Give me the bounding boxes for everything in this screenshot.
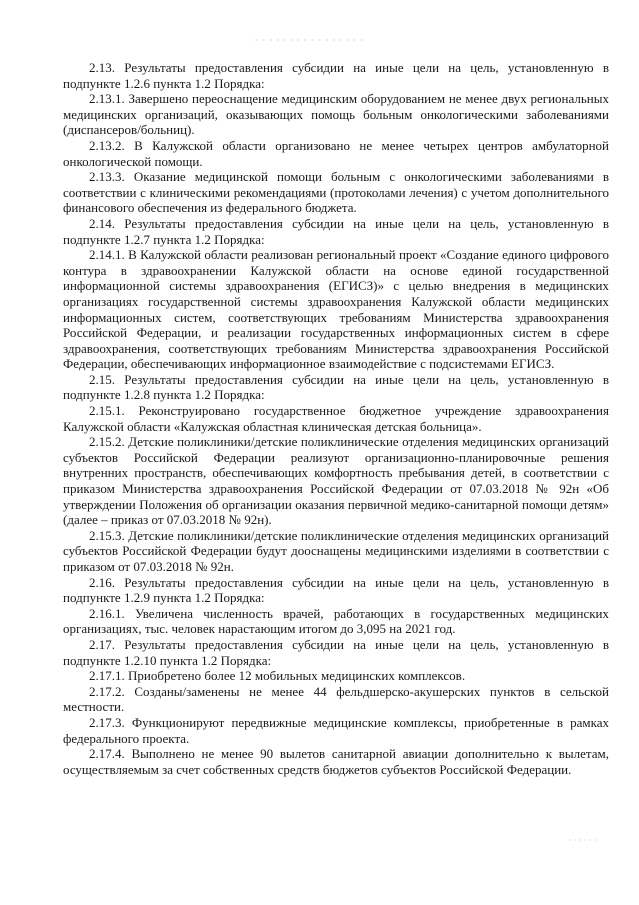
paragraph-2-13: 2.13. Результаты предоставления субсидии на иные цели на цель, установленную в подпункте 1.2.6 пункта 1.2 Порядка: (63, 60, 609, 91)
paragraph-2-13-3: 2.13.3. Оказание медицинской помощи больным с онкологическими заболеваниями в соответствии с клиническими рекомендациями (протоколами лечения) с учетом дополнительного финансового обеспечения из федерального бюджета. (63, 169, 609, 216)
paragraph-2-17-3: 2.17.3. Функционируют передвижные медицинские комплексы, приобретенные в рамках федерального проекта. (63, 714, 609, 746)
paragraph-2-13-1: 2.13.1. Завершено переоснащение медицинским оборудованием не менее двух региональных медицинских организаций, оказывающих помощь больным онкологическими заболеваниями (диспансеров/больниц). (63, 91, 609, 138)
paragraph-2-15-1: 2.15.1. Реконструировано государственное бюджетное учреждение здравоохранения Калужской области «Калужская областная клиническая детская больница». (63, 403, 609, 434)
paragraph-2-17: 2.17. Результаты предоставления субсидии на иные цели на цель, установленную в подпункте 1.2.10 пункта 1.2 Порядка: (63, 636, 609, 668)
paragraph-2-17-1: 2.17.1. Приобретено более 12 мобильных медицинских комплексов. (89, 668, 466, 684)
paragraph-2-17-4: 2.17.4. Выполнено не менее 90 вылетов санитарной авиации дополнительно к вылетам, осуществляемым за счет собственных средств бюджетов субъектов Российской Федерации. (63, 746, 609, 777)
scan-artifact-corner (569, 835, 599, 845)
scan-artifact (255, 38, 365, 42)
paragraph-2-15: 2.15. Результаты предоставления субсидии на иные цели на цель, установленную в подпункте 1.2.8 пункта 1.2 Порядка: (63, 371, 609, 403)
paragraph-2-14-1: 2.14.1. В Калужской области реализован региональный проект «Создание единого цифрового контура в здравоохранении Калужской области на основе единой государственной информационной системы здравоохранения (ЕГИСЗ)» с целью внедрения в медицинских организациях государственной системы здравоохранения Калужской области медицинских информационных систем, соответствующих требованиям Министерства здравоохранения Российской Федерации, и реализации государственных информационных систем в сфере здравоохранения, соответствующих требованиям Министерства здравоохранения Российской Федерации, обеспечивающих информационное взаимодействие с подсистемами ЕГИСЗ. (63, 247, 609, 372)
paragraph-2-13-2: 2.13.2. В Калужской области организовано не менее четырех центров амбулаторной онкологической помощи. (63, 137, 609, 169)
paragraph-2-14: 2.14. Результаты предоставления субсидии на иные цели на цель, установленную в подпункте 1.2.7 пункта 1.2 Порядка: (63, 215, 609, 247)
paragraph-2-16-1: 2.16.1. Увеличена численность врачей, работающих в государственных медицинских организациях, тыс. человек нарастающим итогом до 3,095 на 2021 год. (63, 605, 609, 637)
paragraph-2-15-3: 2.15.3. Детские поликлиники/детские поликлинические отделения медицинских организаций субъектов Российской Федерации будут дооснащены медицинскими изделиями в соответствии с приказом от 07.03.2018 № 92н. (63, 527, 609, 574)
paragraph-2-17-2: 2.17.2. Созданы/заменены не менее 44 фельдшерско-акушерских пунктов в сельской местности. (63, 683, 609, 715)
paragraph-2-15-2: 2.15.2. Детские поликлиники/детские поликлинические отделения медицинских организаций субъектов Российской Федерации реализуют организационно-планировочные решения внутренних пространств, обеспечивающих комфортность пребывания детей, в соответствии с приказом Министерства здравоохранения Российской Федерации от 07.03.2018 № 92н «Об утверждении Положения об организации оказания первичной медико-санитарной помощи детям» (далее – приказ от 07.03.2018 № 92н). (63, 434, 609, 528)
paragraph-2-16: 2.16. Результаты предоставления субсидии на иные цели на цель, установленную в подпункте 1.2.9 пункта 1.2 Порядка: (63, 574, 609, 606)
